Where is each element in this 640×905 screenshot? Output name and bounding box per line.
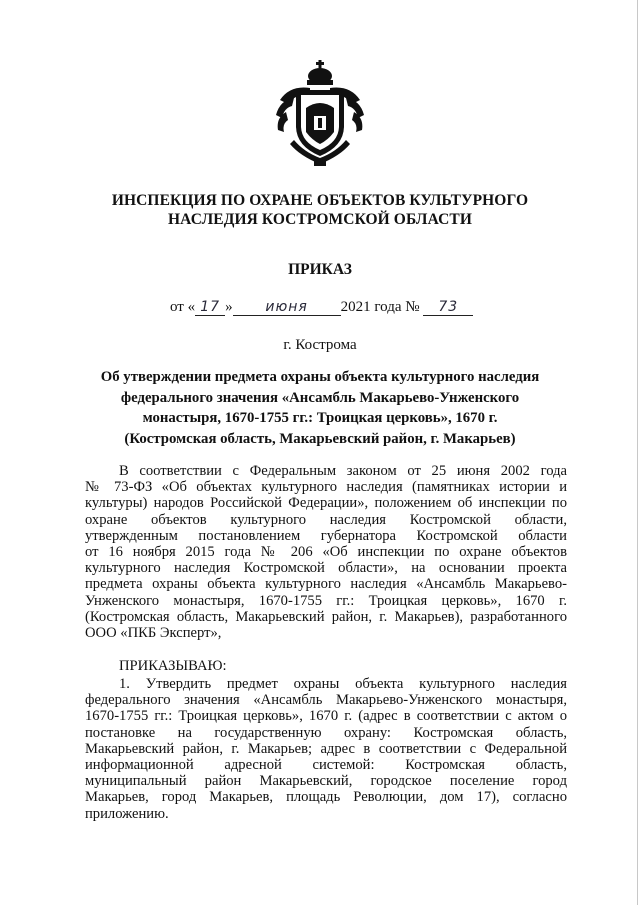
item-1-line: приложению. [85, 805, 169, 822]
item-1-line: постановке на государственную охрану: Костромская область, [85, 724, 567, 741]
subject-line: федерального значения «Ансамбль Макарьево-Унженского [120, 389, 520, 406]
date-mid: » [225, 299, 233, 315]
preamble-line: В соответствии с Федеральным законом от 25 июня 2002 года [119, 463, 567, 479]
preamble-line: от 16 ноября 2015 года № 206 «Об инспекции по охране объектов [85, 543, 567, 560]
order-word-paragraph [85, 658, 567, 674]
coat-of-arms-icon [270, 60, 370, 170]
subject-line: монастыря, 1670-1755 гг.: Троицкая церковь», 1670 г. [142, 410, 498, 426]
item-1-line: информационной адресной системой: Костромская область, [85, 756, 567, 773]
scan-edge-divider [637, 0, 638, 905]
order-date-line [170, 299, 473, 316]
subject-line: Об утверждении предмета охраны объекта культурного наследия [100, 369, 540, 385]
preamble-line: (Костромская область, Макарьевский район, г. Макарьев), разработанного [85, 608, 567, 625]
organization-name-line2: НАСЛЕДИЯ КОСТРОМСКОЙ ОБЛАСТИ [168, 211, 472, 228]
organization-name-line1: ИНСПЕКЦИЯ ПО ОХРАНЕ ОБЪЕКТОВ КУЛЬТУРНОГО [111, 192, 529, 209]
preamble-line: № 73-ФЗ «Об объектах культурного наследия (памятниках истории и [85, 479, 567, 496]
item-1-line: муниципальный район Макарьевский, городское поселение город [85, 773, 567, 790]
item-1-line: 1670-1755 гг.: Троицкая церковь», 1670 г. (адрес в соответствии с актом о [85, 708, 567, 725]
document-type-title: ПРИКАЗ [288, 261, 352, 278]
preamble-line: охране объектов культурного наследия Костромской области, [85, 511, 567, 528]
preamble-line: Унженского монастыря, 1670-1755 гг.: Троицкая церковь», 1670 г. [85, 592, 567, 609]
preamble-line: предмета охраны объекта культурного наследия «Ансамбль Макарьево- [85, 576, 567, 593]
preamble-line: культурного наследия Костромской области», на основании проекта [85, 560, 567, 577]
date-day-field: 17 [195, 299, 225, 316]
item-1-line: Макарьев, город Макарьев, площадь Революции, дом 17), согласно [85, 789, 567, 806]
item-1-line: Макарьевский район, г. Макарьев; адрес в соответствии с Федеральной [85, 740, 567, 757]
item-1-paragraph [85, 676, 567, 822]
order-word: ПРИКАЗЫВАЮ: [119, 658, 227, 674]
date-month-field: июня [233, 299, 341, 316]
item-1-line: 1. Утвердить предмет охраны объекта культурного наследия [119, 676, 567, 692]
city-line: г. Кострома [283, 337, 357, 353]
item-1-line: федерального значения «Ансамбль Макарьево-Унженского монастыря, [85, 692, 567, 709]
date-prefix: от « [170, 299, 196, 315]
preamble-paragraph [85, 463, 567, 641]
order-subject [80, 367, 560, 449]
order-number-field: 73 [423, 299, 473, 316]
date-year-text: 2021 года № [340, 299, 420, 315]
preamble-line: ООО «ПКБ Эксперт», [85, 624, 222, 641]
preamble-line: утвержденным постановлением губернатора Костромской области [85, 527, 567, 544]
preamble-line: культуры) народов Российской Федерации», положением об инспекции по [85, 495, 567, 512]
subject-line: (Костромская область, Макарьевский район, г. Макарьев) [124, 430, 516, 447]
